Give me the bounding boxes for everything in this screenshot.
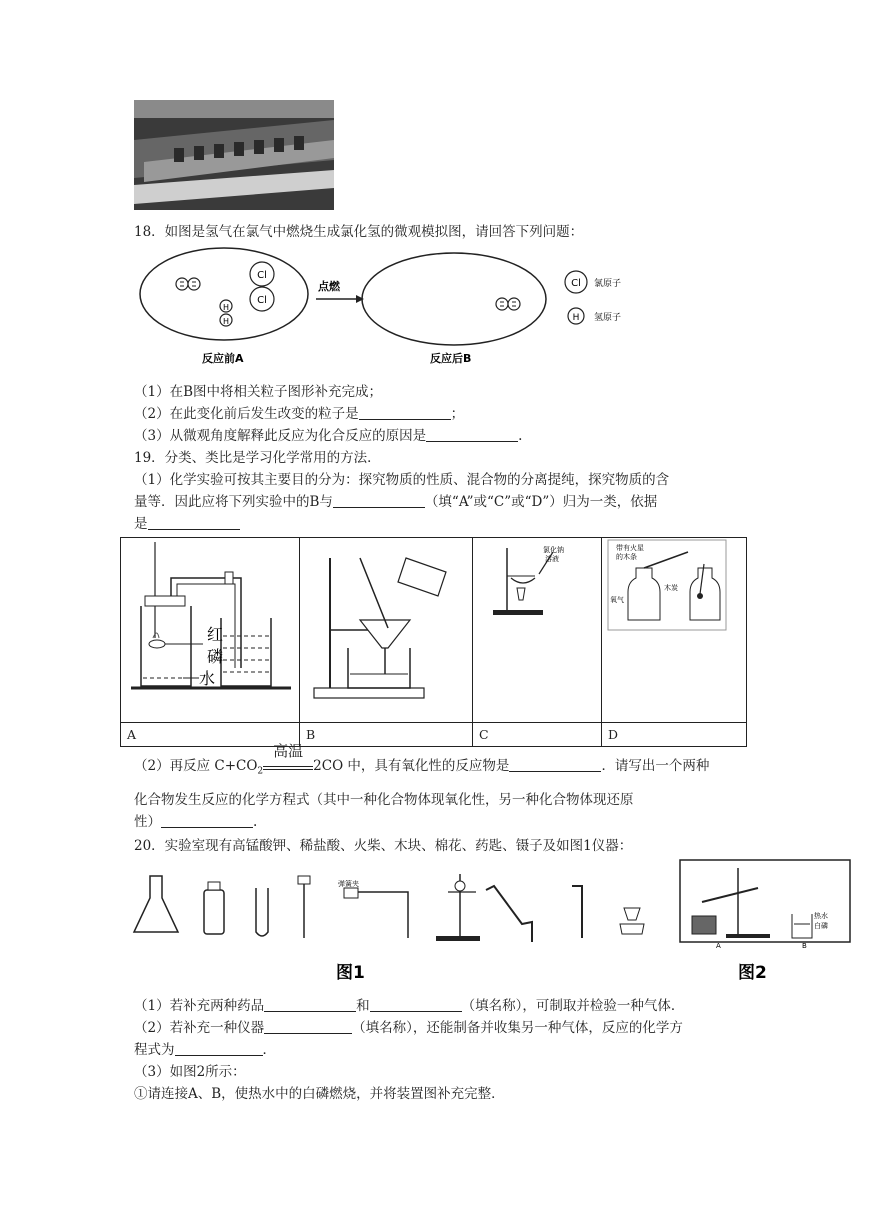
cell-label-c: C	[473, 723, 602, 747]
cell-label-d: D	[602, 723, 747, 747]
cell-figure-d	[602, 538, 747, 723]
fig-a-phos-label: 磷	[207, 647, 224, 666]
q20-p3-sub: ①请连接A、B，使热水中的白磷燃烧，并将装置图补充完整．	[134, 1086, 505, 1102]
fig-d-label-2: 的木条	[616, 553, 637, 561]
svg-text:H: H	[572, 313, 580, 323]
fig2-water: 热水	[814, 912, 828, 920]
q19-p1-line1: （1）化学实验可按其主要目的分为：探究物质的性质、混合物的分离提纯，探究物质的含	[134, 472, 670, 488]
q18-p2: （2）在此变化前后发生改变的粒子是 ；	[134, 406, 465, 422]
answer-blank[interactable]	[359, 405, 451, 420]
svg-text:Cl: Cl	[257, 295, 267, 306]
answer-blank[interactable]	[370, 997, 462, 1012]
q19-stem: 19．分类、类比是学习化学常用的方法．	[134, 450, 381, 466]
cell-figure-b	[300, 538, 473, 723]
label-before: 反应前A	[202, 352, 244, 365]
fig-d-label-3: 氧气	[610, 596, 624, 604]
svg-text:A: A	[716, 942, 721, 950]
q20-p2: （2）若补充一种仪器 （填名称），还能制备并收集另一种气体，反应的化学方	[134, 1020, 683, 1036]
answer-blank[interactable]	[426, 427, 518, 442]
q18-p1: （1）在B图中将相关粒子图形补充完成；	[134, 384, 383, 400]
q20-p2-line2: 程式为 ．	[134, 1042, 276, 1058]
svg-text:Cl: Cl	[571, 278, 581, 289]
q19-p1-line3: 是	[134, 514, 240, 534]
fig-d-label-1: 带有火星	[616, 544, 644, 552]
q20-p1: （1）若补充两种药品 和 （填名称），可制取并检验一种气体．	[134, 998, 685, 1014]
legend-h: 氢原子	[594, 313, 622, 323]
h-atom-label: H	[222, 303, 230, 312]
answer-blank[interactable]	[161, 813, 253, 828]
fig-a-water-label: 水	[199, 669, 216, 688]
cell-figure-c	[473, 538, 602, 723]
q18-stem: 18．如图是氢气在氯气中燃烧生成氯化氢的微观模拟图，请回答下列问题：	[134, 224, 584, 240]
q19-p2-line2: 化合物发生反应的化学方程式（其中一种化合物体现氧化性，另一种化合物体现还原	[134, 792, 634, 808]
svg-text:H: H	[222, 317, 230, 326]
answer-blank[interactable]	[148, 515, 240, 530]
answer-blank[interactable]	[333, 493, 425, 508]
svg-text:B: B	[802, 942, 807, 950]
answer-blank[interactable]	[264, 997, 356, 1012]
fig-c-label-2: 溶液	[545, 555, 559, 563]
cell-figure-a	[121, 538, 300, 723]
q20-figure-1	[130, 862, 678, 986]
q18-diagram	[134, 244, 634, 372]
q20-figure-2	[678, 858, 854, 988]
answer-blank[interactable]	[264, 1019, 352, 1034]
fig-d-label-4: 木炭	[664, 584, 678, 592]
q19-p2-line3: 性） .	[134, 814, 258, 830]
top-photo-fragment	[134, 100, 334, 210]
answer-blank[interactable]	[509, 757, 601, 772]
fig-c-label-1: 氯化钠	[543, 546, 564, 554]
answer-blank[interactable]	[175, 1041, 263, 1056]
arrow-label: 点燃	[318, 280, 340, 293]
legend-cl: 氯原子	[594, 279, 622, 289]
reaction-condition: 高温	[263, 757, 313, 770]
cl-atom-label: Cl	[257, 270, 267, 281]
cell-label-a: A	[121, 723, 300, 747]
fig2-label: 图2	[738, 963, 767, 983]
q20-p3: （3）如图2所示：	[134, 1064, 246, 1080]
cell-label-b: B	[300, 723, 473, 747]
q18-p3: （3）从微观角度解释此反应为化合反应的原因是 .	[134, 428, 523, 444]
q19-p2: （2）再反应 $C+CO_2$ 高温 2CO 中，具有氧化性的反应物是 ．请写出一个两种	[134, 742, 710, 777]
fig-a-red-label: 红	[207, 625, 224, 644]
experiment-table	[120, 537, 747, 747]
fig2-p: 白磷	[814, 922, 828, 930]
label-after: 反应后B	[430, 352, 472, 365]
fig1-tag: 弹簧夹	[338, 880, 359, 888]
q20-stem: 20．实验室现有高锰酸钾、稀盐酸、火柴、木块、棉花、药匙、镊子及如图1仪器：	[134, 838, 633, 854]
q19-p1-line2: 量等．因此应将下列实验中的B与 （填“A”或“C”或“D”）归为一类，依据	[134, 494, 658, 510]
fig1-label: 图1	[336, 963, 365, 983]
